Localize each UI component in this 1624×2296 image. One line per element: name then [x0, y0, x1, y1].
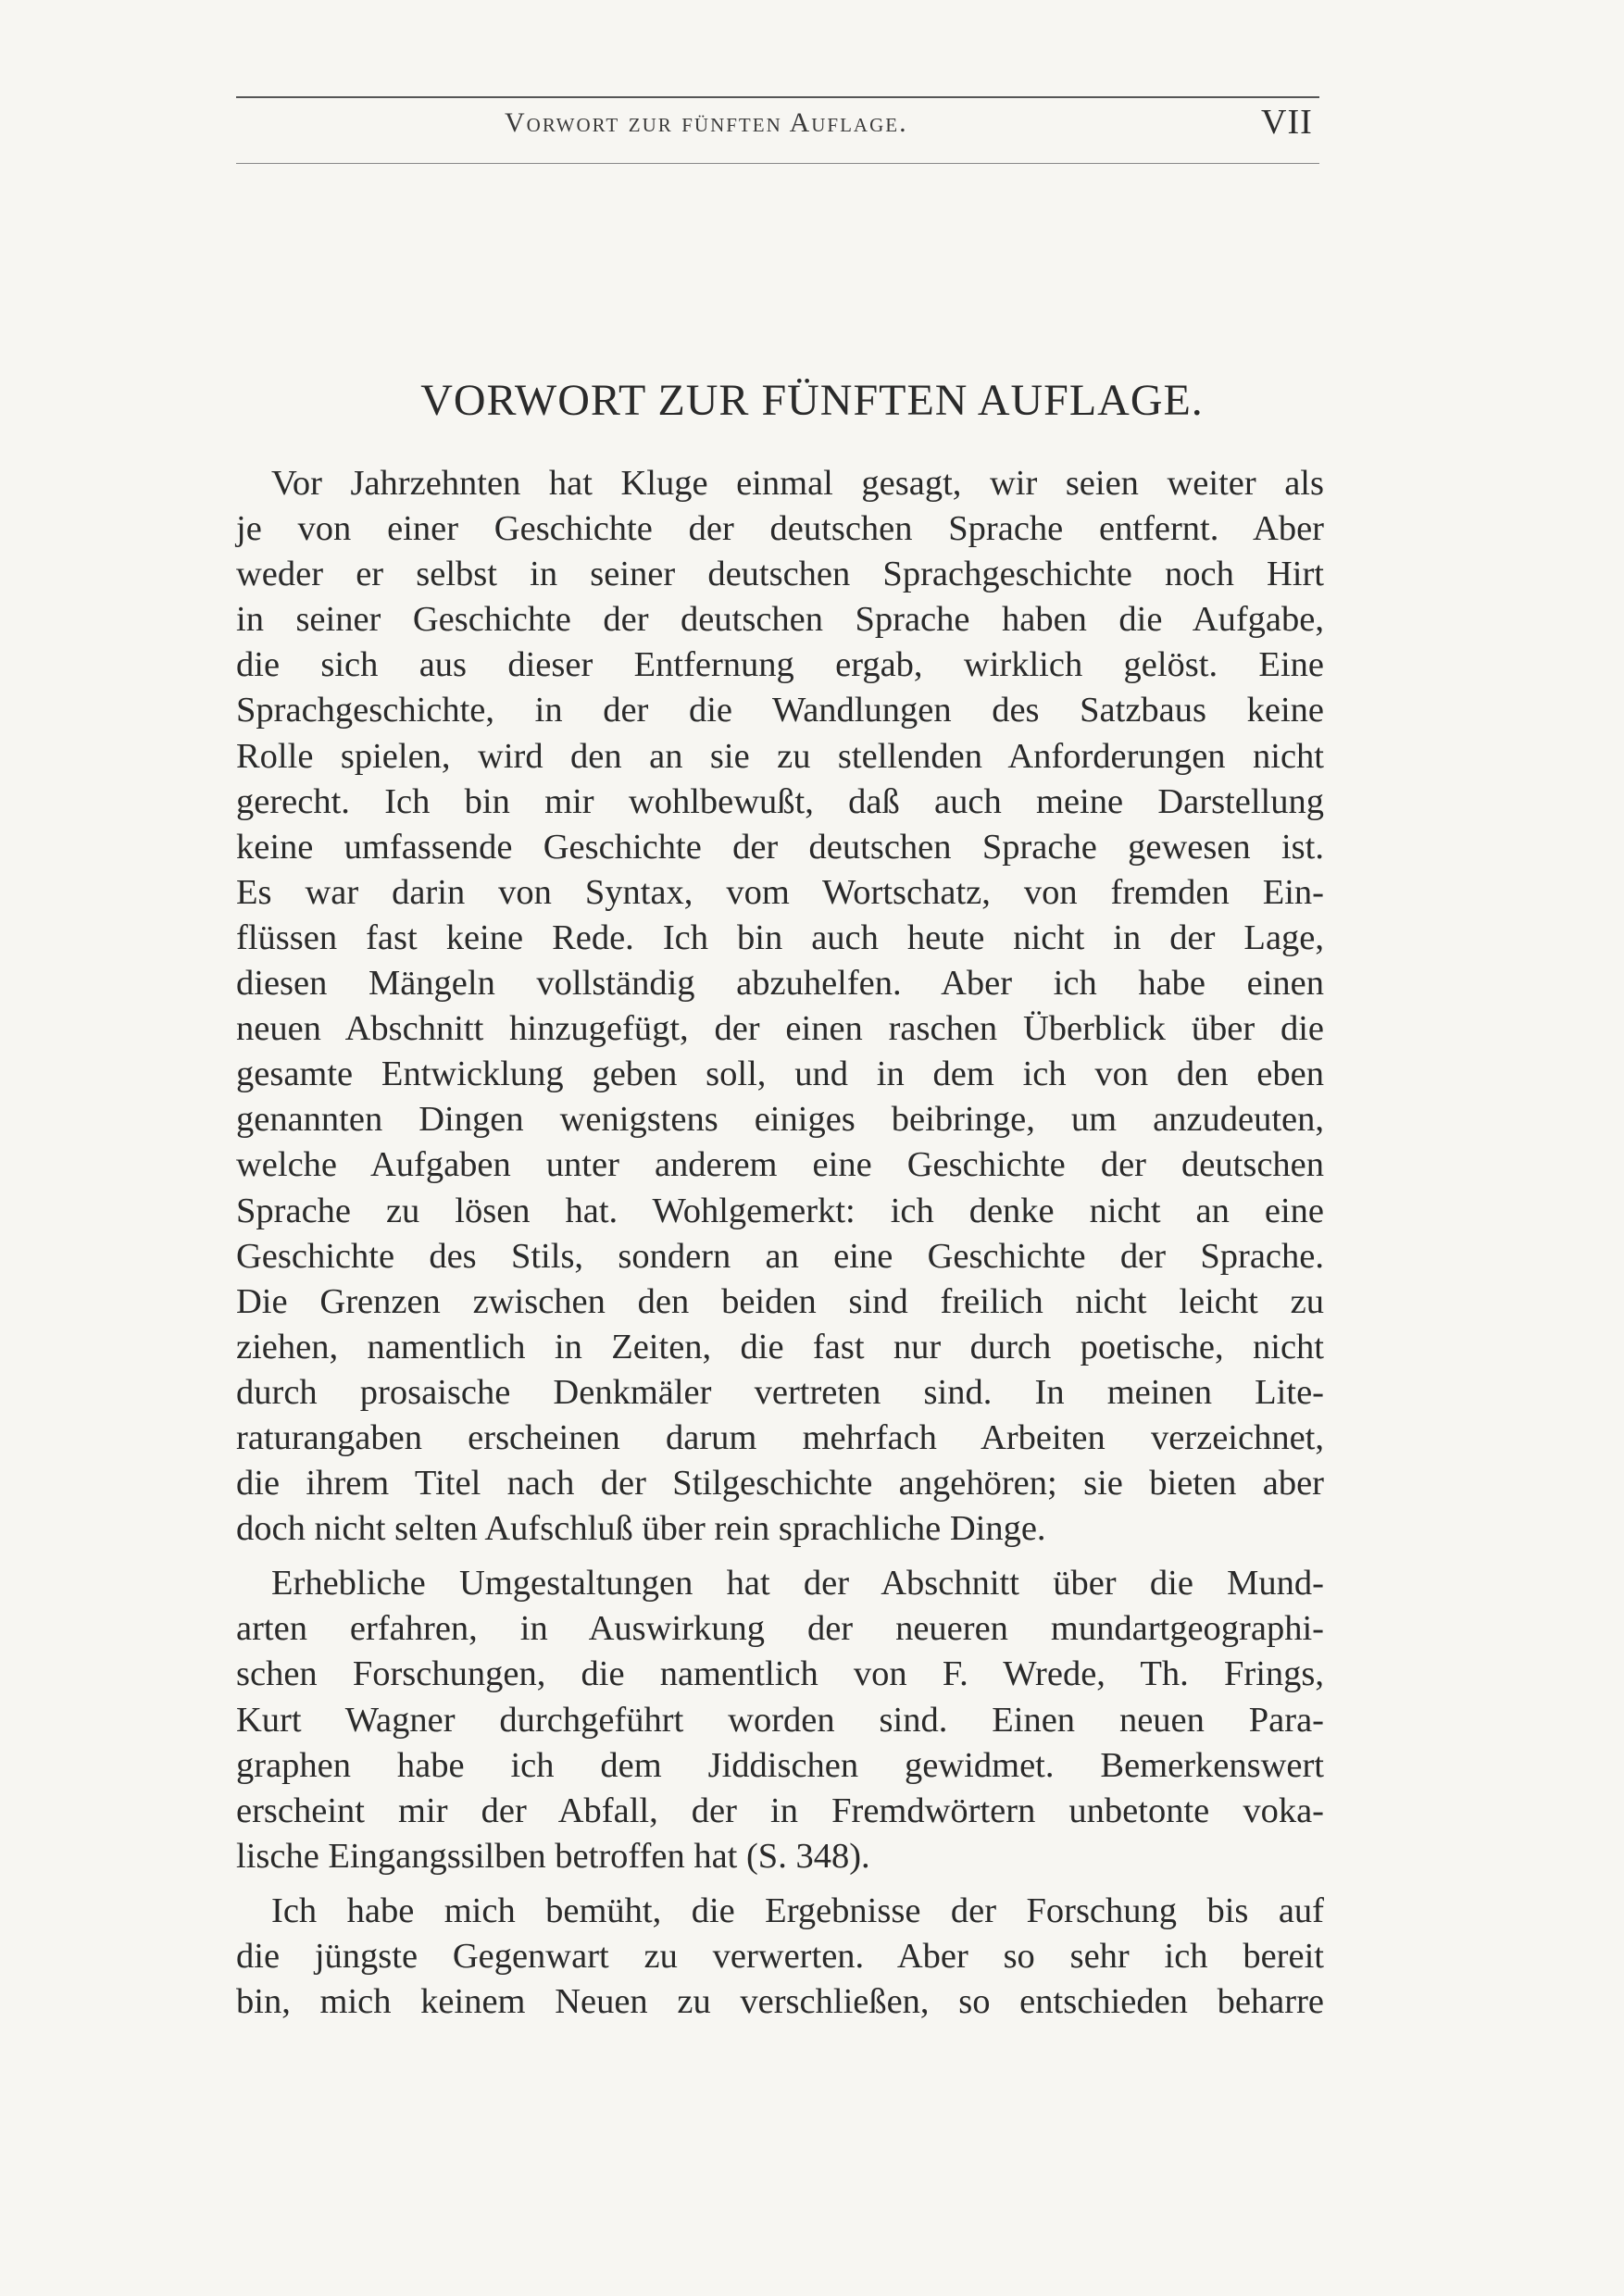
text-line: raturangaben erscheinen darum mehrfach Arbeiten verzeichnet,: [236, 1417, 1324, 1457]
text-line: erscheint mir der Abfall, der in Fremdwörtern unbetonte voka-: [236, 1791, 1324, 1830]
header-rule-top: [236, 96, 1319, 98]
body-text: [236, 461, 1324, 2025]
text-line: doch nicht selten Aufschluß über rein sprachliche Dinge.: [236, 1509, 1046, 1549]
text-line: weder er selbst in seiner deutschen Sprachgeschichte noch Hirt: [236, 555, 1324, 594]
text-line: Die Grenzen zwischen den beiden sind freilich nicht leicht zu: [236, 1281, 1324, 1321]
chapter-title: VORWORT ZUR FÜNFTEN AUFLAGE.: [420, 376, 1204, 425]
text-line: Ich habe mich bemüht, die Ergebnisse der Forschung bis auf: [271, 1890, 1324, 1930]
text-line: die ihrem Titel nach der Stilgeschichte angehören; sie bieten aber: [236, 1464, 1324, 1504]
text-line: Es war darin von Syntax, vom Wortschatz, von fremden Ein-: [236, 872, 1324, 912]
paragraph: [236, 461, 1324, 1552]
text-line: welche Aufgaben unter anderem eine Geschichte der deutschen: [236, 1145, 1324, 1185]
text-line: graphen habe ich dem Jiddischen gewidmet. Bemerkenswert: [236, 1745, 1324, 1785]
text-line: neuen Abschnitt hinzugefügt, der einen raschen Überblick über die: [236, 1009, 1324, 1049]
page-number: VII: [1261, 103, 1313, 142]
text-line: durch prosaische Denkmäler vertreten sind. In meinen Lite-: [236, 1372, 1324, 1412]
text-line: Sprachgeschichte, in der die Wandlungen des Satzbaus keine: [236, 691, 1324, 730]
text-line: bin, mich keinem Neuen zu verschließen, so entschieden beharre: [236, 1982, 1324, 2022]
text-line: ziehen, namentlich in Zeiten, die fast nur durch poetische, nicht: [236, 1327, 1324, 1366]
text-line: je von einer Geschichte der deutschen Sprache entfernt. Aber: [236, 509, 1324, 549]
text-line: gesamte Entwicklung geben soll, und in dem ich von den eben: [236, 1054, 1324, 1094]
text-line: arten erfahren, in Auswirkung der neueren mundartgeographi-: [236, 1609, 1324, 1649]
text-line: Erhebliche Umgestaltungen hat der Abschnitt über die Mund-: [271, 1564, 1324, 1603]
text-line: in seiner Geschichte der deutschen Sprache haben die Aufgabe,: [236, 600, 1324, 640]
text-line: die jüngste Gegenwart zu verwerten. Aber so sehr ich bereit: [236, 1937, 1324, 1976]
text-line: gerecht. Ich bin mir wohlbewußt, daß auch meine Darstellung: [236, 781, 1324, 821]
header-rule-bottom: [236, 163, 1319, 164]
text-line: keine umfassende Geschichte der deutschen Sprache gewesen ist.: [236, 827, 1324, 867]
text-line: Vor Jahrzehnten hat Kluge einmal gesagt, wir seien weiter als: [271, 464, 1324, 503]
paragraph: [236, 1889, 1324, 2025]
text-line: lische Eingangssilben betroffen hat (S. 348).: [236, 1836, 870, 1876]
running-title: Vorwort zur fünften Auflage.: [505, 107, 908, 138]
text-line: Geschichte des Stils, sondern an eine Geschichte der Sprache.: [236, 1236, 1324, 1276]
text-line: schen Forschungen, die namentlich von F. Wrede, Th. Frings,: [236, 1654, 1324, 1694]
text-line: Rolle spielen, wird den an sie zu stellenden Anforderungen nicht: [236, 736, 1324, 776]
text-line: diesen Mängeln vollständig abzuhelfen. Aber ich habe einen: [236, 964, 1324, 1004]
text-line: flüssen fast keine Rede. Ich bin auch heute nicht in der Lage,: [236, 917, 1324, 957]
text-line: Kurt Wagner durchgeführt worden sind. Einen neuen Para-: [236, 1700, 1324, 1740]
text-line: Sprache zu lösen hat. Wohlgemerkt: ich denke nicht an eine: [236, 1191, 1324, 1230]
text-line: genannten Dingen wenigstens einiges beibringe, um anzudeuten,: [236, 1100, 1324, 1140]
paragraph: [236, 1561, 1324, 1879]
text-line: die sich aus dieser Entfernung ergab, wirklich gelöst. Eine: [236, 645, 1324, 685]
